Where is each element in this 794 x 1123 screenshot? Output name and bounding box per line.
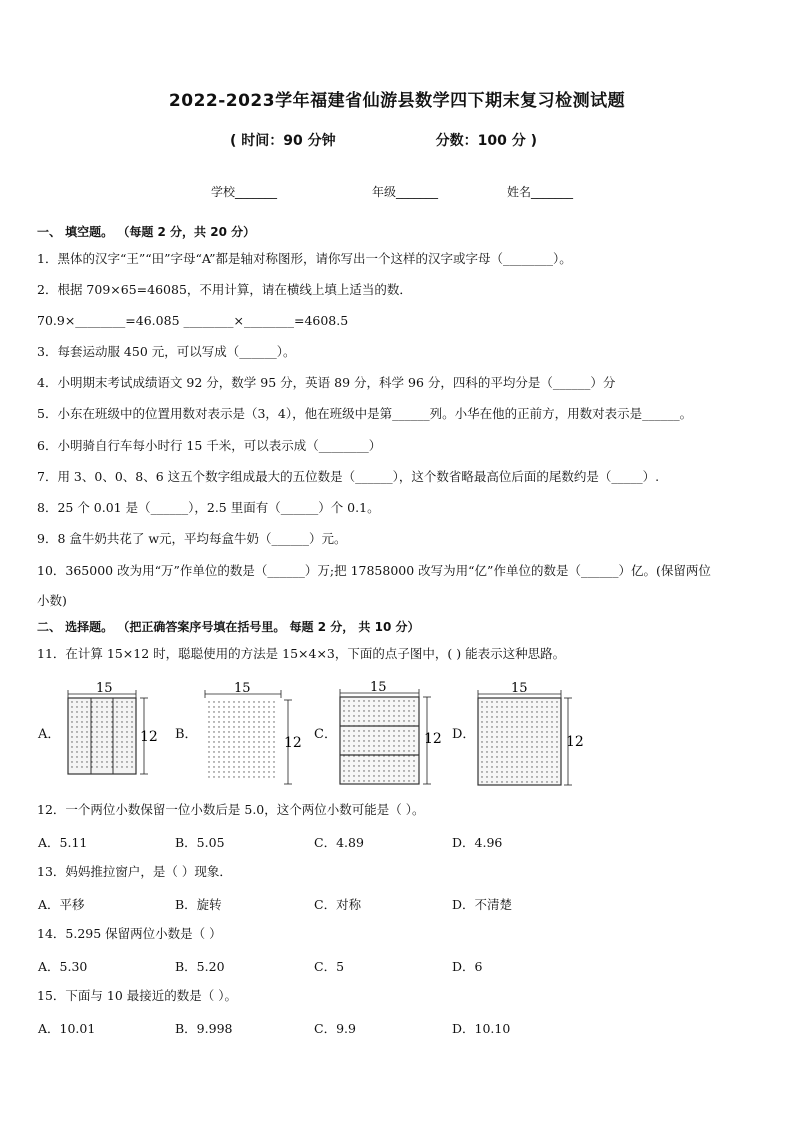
section2-heading: 二、 选择题。 （把正确答案序号填在括号里。 每题 2 分， 共 10 分） <box>37 620 420 634</box>
question-11: 11．在计算 15×12 时，聪聪使用的方法是 15×4×3，下面的点子图中，( ) 能表示这种思路。 <box>37 646 566 661</box>
exam-subtitle <box>230 130 537 150</box>
figure-c-label: C． <box>314 727 337 742</box>
q15-option-c: C．9.9 <box>314 1021 356 1036</box>
q15-option-d: D．10.10 <box>452 1021 511 1036</box>
question-2: 2．根据 709×65=46085，不用计算，请在横线上填上适当的数． <box>37 282 412 297</box>
figure-c <box>335 680 445 790</box>
figure-b-height: 12 <box>284 735 302 751</box>
question-4: 4．小明期末考试成绩语文 92 分，数学 95 分，英语 89 分，科学 96 分，四科的平均分是（______）分 <box>37 375 616 390</box>
q12-option-d: D．4.96 <box>452 835 503 850</box>
question-9: 9．8 盒牛奶共花了 w元，平均每盒牛奶（______）元。 <box>37 531 347 546</box>
q15-option-a: A．10.01 <box>38 1021 96 1036</box>
figure-b-label: B． <box>175 727 198 742</box>
figure-a-height: 12 <box>140 729 158 745</box>
figure-d-width: 15 <box>511 681 528 696</box>
score-label: 分数：100 分 ) <box>435 133 538 149</box>
question-14: 14．5.295 保留两位小数是（ ） <box>37 926 222 941</box>
q14-option-c: C．5 <box>314 959 345 974</box>
question-6: 6．小明骑自行车每小时行 15 千米，可以表示成（________） <box>37 438 382 453</box>
figure-d <box>473 680 588 790</box>
question-5: 5．小东在班级中的位置用数对表示是（3，4），他在班级中是第______列。小华在他的正前方，用数对表示是______。 <box>37 406 693 421</box>
figure-d-label: D． <box>452 727 476 742</box>
question-8: 8．25 个 0.01 是（______），2.5 里面有（______）个 0.1。 <box>37 500 380 515</box>
q13-option-d: D．不清楚 <box>452 897 513 912</box>
question-10-cont: 小数) <box>37 593 67 608</box>
time-label: ( 时间：90 分钟 <box>230 133 336 149</box>
question-13: 13．妈妈推拉窗户，是（ ）现象． <box>37 864 232 879</box>
q14-option-b: B．5.20 <box>175 959 225 974</box>
section1-heading: 一、 填空题。 （每题 2 分，共 20 分） <box>37 225 256 239</box>
exam-title: 2022-2023学年福建省仙游县数学四下期末复习检测试题 <box>168 91 626 111</box>
figure-c-width: 15 <box>370 680 387 695</box>
q13-option-b: B．旋转 <box>175 897 222 912</box>
figure-c-height: 12 <box>424 731 442 747</box>
question-15: 15．下面与 10 最接近的数是（ ）。 <box>37 988 237 1003</box>
question-12: 12．一个两位小数保留一位小数后是 5.0，这个两位小数可能是（ ）。 <box>37 802 425 817</box>
q14-option-d: D．6 <box>452 959 483 974</box>
figure-a-label: A． <box>38 727 61 742</box>
q15-option-b: B．9.998 <box>175 1021 233 1036</box>
question-2-blanks: 70.9×________=46.085 ________×________=4608.5 <box>37 313 349 328</box>
q13-option-c: C．对称 <box>314 897 362 912</box>
school-field: 学校_______ <box>211 185 278 199</box>
question-10: 10．365000 改为用“万”作单位的数是（______）万;把 17858000 改写为用“亿”作单位的数是（______）亿。(保留两位 <box>37 563 711 578</box>
q14-option-a: A．5.30 <box>38 959 88 974</box>
q12-option-a: A．5.11 <box>38 835 88 850</box>
question-7: 7．用 3、0、0、8、6 这五个数字组成最大的五位数是（______），这个数省略最高位后面的尾数约是（_____）. <box>37 469 660 484</box>
figure-b <box>200 680 310 790</box>
q12-option-b: B．5.05 <box>175 835 225 850</box>
grade-field: 年级_______ <box>372 185 439 199</box>
figure-b-width: 15 <box>234 681 251 696</box>
figure-a-width: 15 <box>96 681 113 696</box>
name-field: 姓名_______ <box>507 185 574 199</box>
figure-d-height: 12 <box>566 734 584 750</box>
q12-option-c: C．4.89 <box>314 835 364 850</box>
question-3: 3．每套运动服 450 元，可以写成（______）。 <box>37 344 296 359</box>
question-1: 1．黑体的汉字“王”“田”字母“A”都是轴对称图形，请你写出一个这样的汉字或字母（________）。 <box>37 251 572 266</box>
figure-a <box>60 680 165 780</box>
q13-option-a: A．平移 <box>38 897 85 912</box>
